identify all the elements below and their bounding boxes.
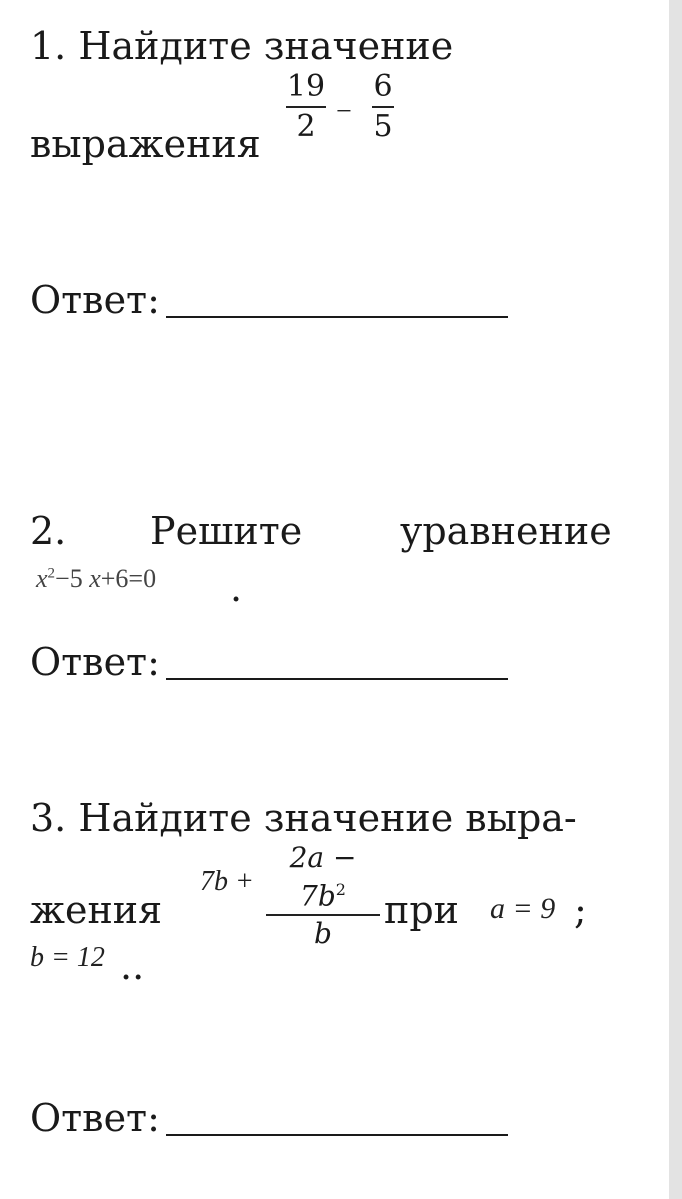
task3-fraction (266, 842, 380, 950)
task3-word-at: при (384, 888, 459, 932)
fraction-denominator: 2 (296, 109, 316, 144)
fraction-numerator: 6 (373, 69, 393, 104)
task1-answer-blank[interactable] (166, 316, 508, 318)
task3-condition-b: b = 12 (30, 942, 105, 973)
task3-word-expression: жения (30, 888, 163, 932)
task2-number: 2. (30, 509, 67, 553)
task3-dots: .. (120, 944, 145, 988)
fraction-denominator: b (314, 916, 332, 950)
fraction-numerator: $2a - 7b^2$ (289, 841, 357, 913)
task2-word-solve: Решите (150, 509, 303, 553)
fraction-19-over-2 (286, 70, 326, 144)
fraction-numerator: 19 (286, 69, 326, 104)
scrollbar[interactable] (669, 0, 682, 1199)
task3-condition-a: a = 9 (490, 892, 556, 925)
task3-expr-lead: 7b + (200, 866, 254, 897)
task2-answer-label: Ответ: (30, 640, 160, 684)
fraction-bar (372, 106, 394, 108)
task2-answer-blank[interactable] (166, 678, 508, 680)
task2-equation: $x^2-5$ x+6=0 (36, 564, 157, 593)
task3-semicolon: ; (574, 888, 587, 932)
task3-line1: 3. Найдите значение выра- (30, 796, 577, 840)
task1-line2: выражения (30, 122, 261, 166)
task2-word-equation: уравнение (400, 509, 612, 553)
task3-answer-blank[interactable] (166, 1134, 508, 1136)
task3-answer-label: Ответ: (30, 1096, 160, 1140)
task1-line1: 1. Найдите значение (30, 24, 454, 68)
task2-period: . (230, 566, 243, 610)
task1-answer-label: Ответ: (30, 278, 160, 322)
fraction-denominator: 5 (373, 109, 393, 144)
minus-sign: − (336, 96, 352, 127)
fraction-bar (266, 914, 380, 916)
fraction-bar (286, 106, 326, 108)
fraction-6-over-5 (372, 70, 394, 144)
